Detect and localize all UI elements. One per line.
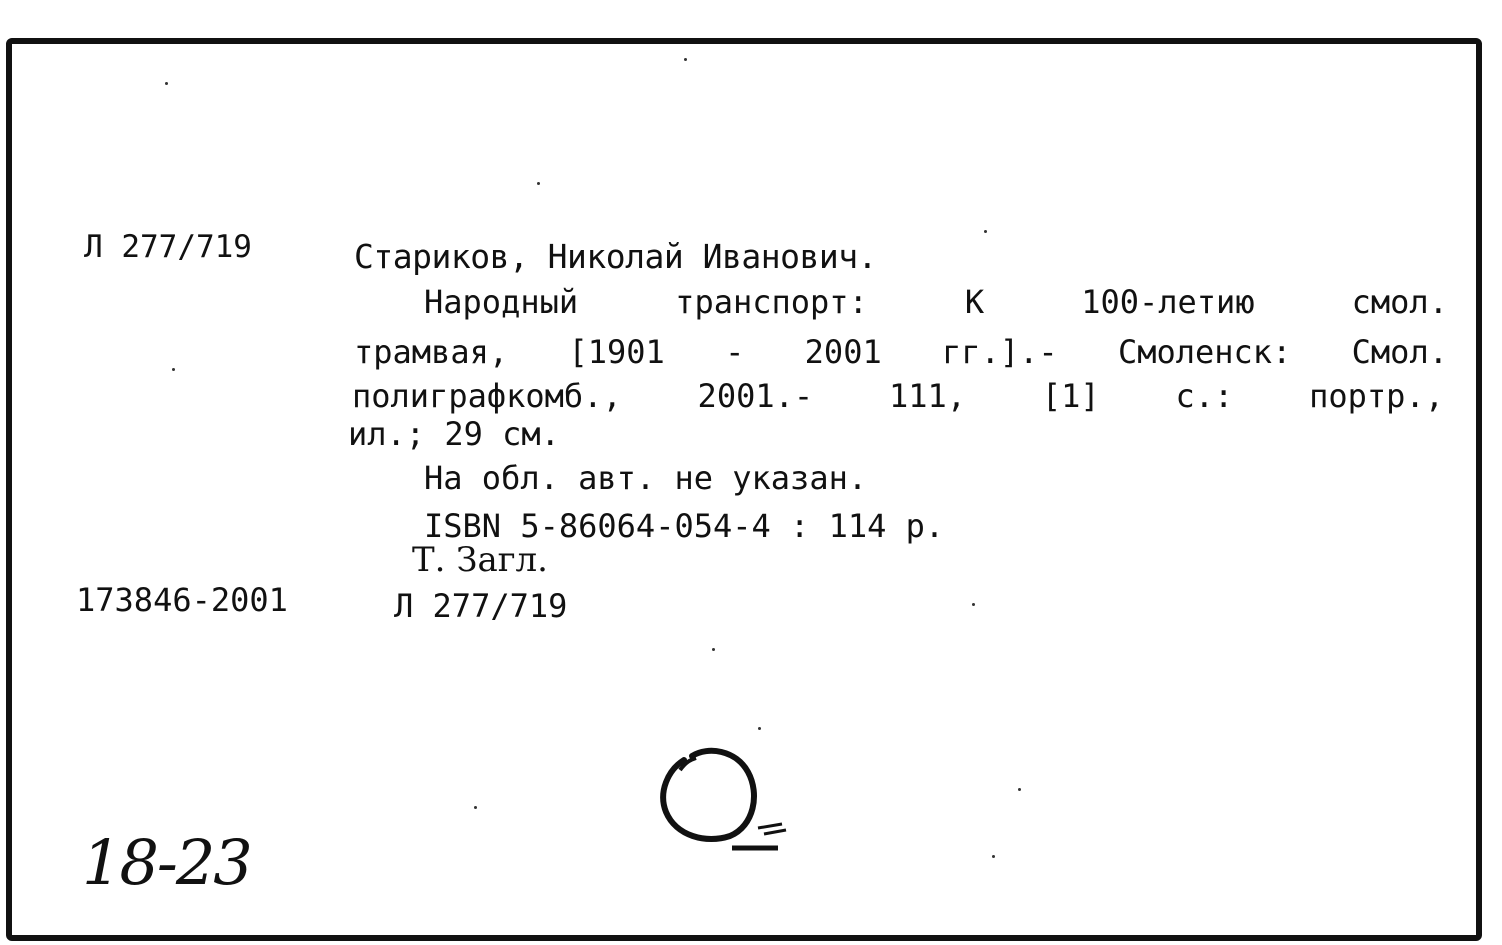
word: К bbox=[964, 283, 985, 321]
word: [1901 bbox=[568, 333, 665, 371]
speck bbox=[684, 58, 687, 61]
speck bbox=[172, 368, 175, 371]
word: Смоленск: bbox=[1117, 333, 1292, 371]
speck bbox=[712, 648, 715, 651]
speck bbox=[474, 806, 477, 809]
speck bbox=[992, 855, 995, 858]
footer-call-number: Л 277/719 bbox=[394, 587, 568, 625]
word: полиграфкомб., bbox=[352, 377, 622, 415]
word: гг.].- bbox=[942, 333, 1058, 371]
word: 111, bbox=[888, 377, 967, 415]
word: 100-летию bbox=[1081, 283, 1255, 321]
word: - bbox=[725, 333, 745, 371]
word: 2001.- bbox=[697, 377, 814, 415]
title-line-3 bbox=[352, 377, 1444, 415]
word: портр., bbox=[1309, 377, 1444, 415]
call-number: Л 277/719 bbox=[84, 229, 252, 265]
author-heading: Стариков, Николай Иванович. bbox=[354, 237, 877, 276]
speck bbox=[165, 82, 168, 85]
word: Смол. bbox=[1351, 333, 1448, 371]
speck bbox=[537, 182, 540, 185]
speck bbox=[1018, 788, 1021, 791]
handwritten-corner-number: 18-23 bbox=[82, 826, 251, 899]
speck bbox=[758, 727, 761, 730]
speck bbox=[984, 230, 987, 233]
accession-number: 173846-2001 bbox=[76, 581, 288, 619]
title-line-2 bbox=[354, 333, 1448, 371]
word: смол. bbox=[1351, 283, 1448, 321]
word: с.: bbox=[1175, 377, 1234, 415]
word: Народный bbox=[424, 283, 579, 321]
note-line: На обл. авт. не указан. bbox=[424, 459, 868, 497]
word: транспорт: bbox=[675, 283, 868, 321]
speck bbox=[972, 603, 975, 606]
word: [1] bbox=[1041, 377, 1100, 415]
title-line-4: ил.; 29 см. bbox=[348, 415, 560, 453]
library-stamp bbox=[650, 736, 800, 856]
word: трамвая, bbox=[354, 333, 509, 371]
isbn-line: ISBN 5-86064-054-4 : 114 р. bbox=[424, 507, 945, 545]
word: 2001 bbox=[804, 333, 882, 371]
title-line-1 bbox=[424, 283, 1448, 321]
handwritten-note: Т. Загл. bbox=[412, 540, 548, 580]
